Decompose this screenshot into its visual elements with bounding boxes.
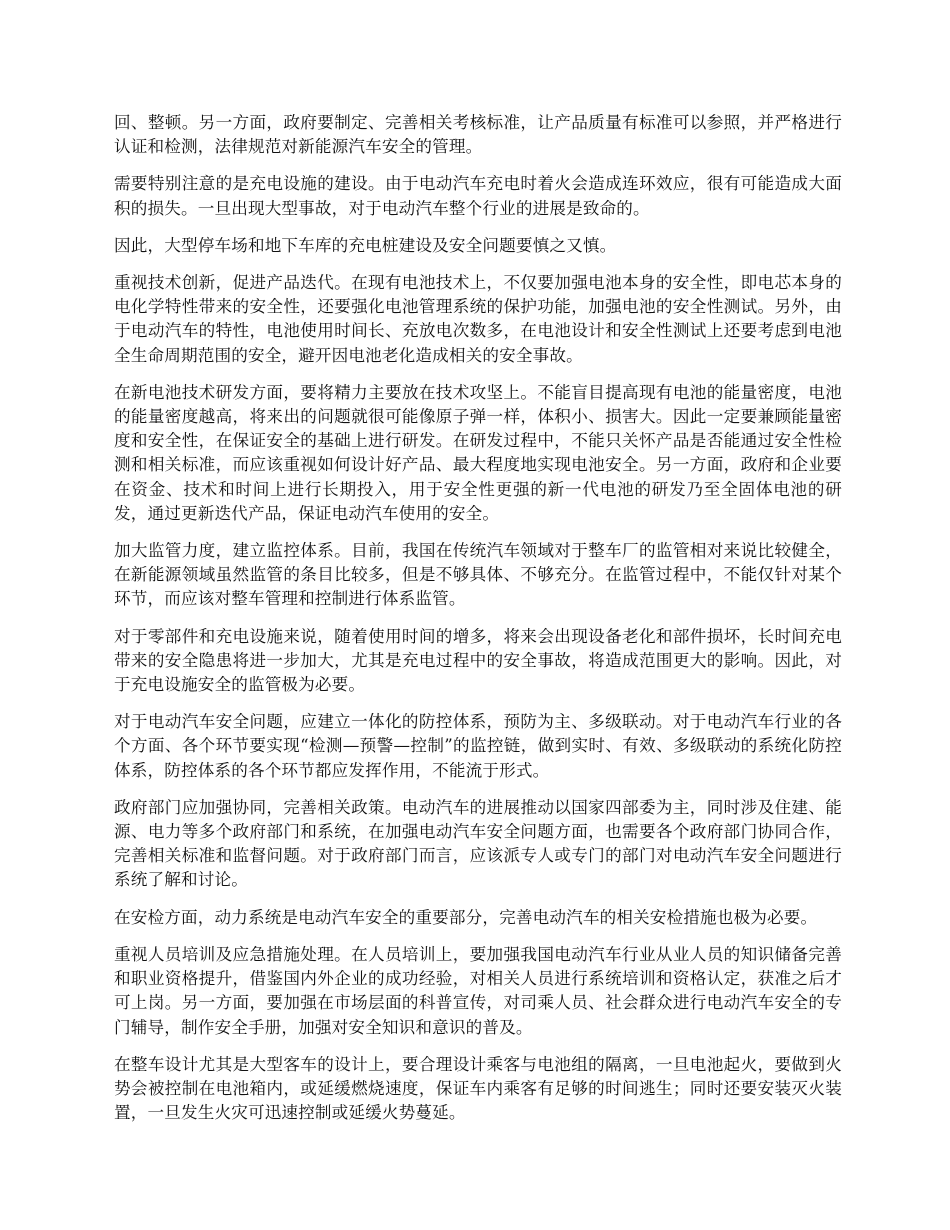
paragraph-6: 加大监管力度，建立监控体系。目前，我国在传统汽车领域对于整车厂的监管相对来说比较健全，在新能源领域虽然监管的条目比较多，但是不够具体、不够充分。在监管过程中，不能仅针对某个环节，而应该对整车管理和控制进行体系监管。 <box>114 541 842 609</box>
paragraph-11: 重视人员培训及应急措施处理。在人员培训上，要加强我国电动汽车行业从业人员的知识储备完善和职业资格提升，借鉴国内外企业的成功经验，对相关人员进行系统培训和资格认定，获准之后才可上岗。另一方面，要加强在市场层面的科普宣传，对司乘人员、社会群众进行电动汽车安全的专门辅导，制作安全手册，加强对安全知识和意识的普及。 <box>114 944 842 1037</box>
paragraph-7: 对于零部件和充电设施来说，随着使用时间的增多，将来会出现设备老化和部件损坏，长时间充电带来的安全隐患将进一步加大，尤其是充电过程中的安全事故，将造成范围更大的影响。因此，对于充电设施安全的监管极为必要。 <box>114 626 842 695</box>
paragraph-4: 重视技术创新，促进产品迭代。在现有电池技术上，不仅要加强电池本身的安全性，即电芯本身的电化学特性带来的安全性，还要强化电池管理系统的保护功能，加强电池的安全性测试。另外，由于电动汽车的特性，电池使用时间长、充放电次数多，在电池设计和安全性测试上还要考虑到电池全生命周期范围的安全，避开因电池老化造成相关的安全事故。 <box>114 273 842 365</box>
paragraph-5: 在新电池技术研发方面，要将精力主要放在技术攻坚上。不能盲目提高现有电池的能量密度，电池的能量密度越高，将来出的问题就很可能像原子弹一样，体积小、损害大。因此一定要兼顾能量密度和安全性，在保证安全的基础上进行研发。在研发过程中，不能只关怀产品是否能通过安全性检测和相关标准，而应该重视如何设计好产品、最大程度地实现电池安全。另一方面，政府和企业要在资金、技术和时间上进行长期投入，用于安全性更强的新一代电池的研发乃至全固体电池的研发，通过更新迭代产品，保证电动汽车使用的安全。 <box>114 382 842 523</box>
paragraph-3: 因此，大型停车场和地下车库的充电桩建设及安全问题要慎之又慎。 <box>114 235 617 255</box>
paragraph-12: 在整车设计尤其是大型客车的设计上，要合理设计乘客与电池组的隔离，一旦电池起火，要做到火势会被控制在电池箱内，或延缓燃烧速度，保证车内乘客有足够的时间逃生；同时还要安装灭火装置，一旦发生火灾可迅速控制或延缓火势蔓延。 <box>114 1054 842 1123</box>
paragraph-10: 在安检方面，动力系统是电动汽车安全的重要部分，完善电动汽车的相关安检措施也极为必要。 <box>114 907 818 927</box>
paragraph-8: 对于电动汽车安全问题，应建立一体化的防控体系，预防为主、多级联动。对于电动汽车行业的各个方面、各个环节要实现“检测—预警—控制”的监控链，做到实时、有效、多级联动的系统化防控体系，防控体系的各个环节都应发挥作用，不能流于形式。 <box>114 712 842 780</box>
paragraph-9: 政府部门应加强协同，完善相关政策。电动汽车的进展推动以国家四部委为主，同时涉及住建、能源、电力等多个政府部门和系统，在加强电动汽车安全问题方面，也需要各个政府部门协同合作，完善相关标准和监督问题。对于政府部门而言，应该派专人或专门的部门对电动汽车安全问题进行系统了解和讨论。 <box>114 797 842 890</box>
paragraph-1: 回、整顿。另一方面，政府要制定、完善相关考核标准，让产品质量有标准可以参照，并严格进行认证和检测，法律规范对新能源汽车安全的管理。 <box>114 113 842 157</box>
paragraph-2: 需要特别注意的是充电设施的建设。由于电动汽车充电时着火会造成连环效应，很有可能造成大面积的损失。一旦出现大型事故，对于电动汽车整个行业的进展是致命的。 <box>114 174 842 218</box>
